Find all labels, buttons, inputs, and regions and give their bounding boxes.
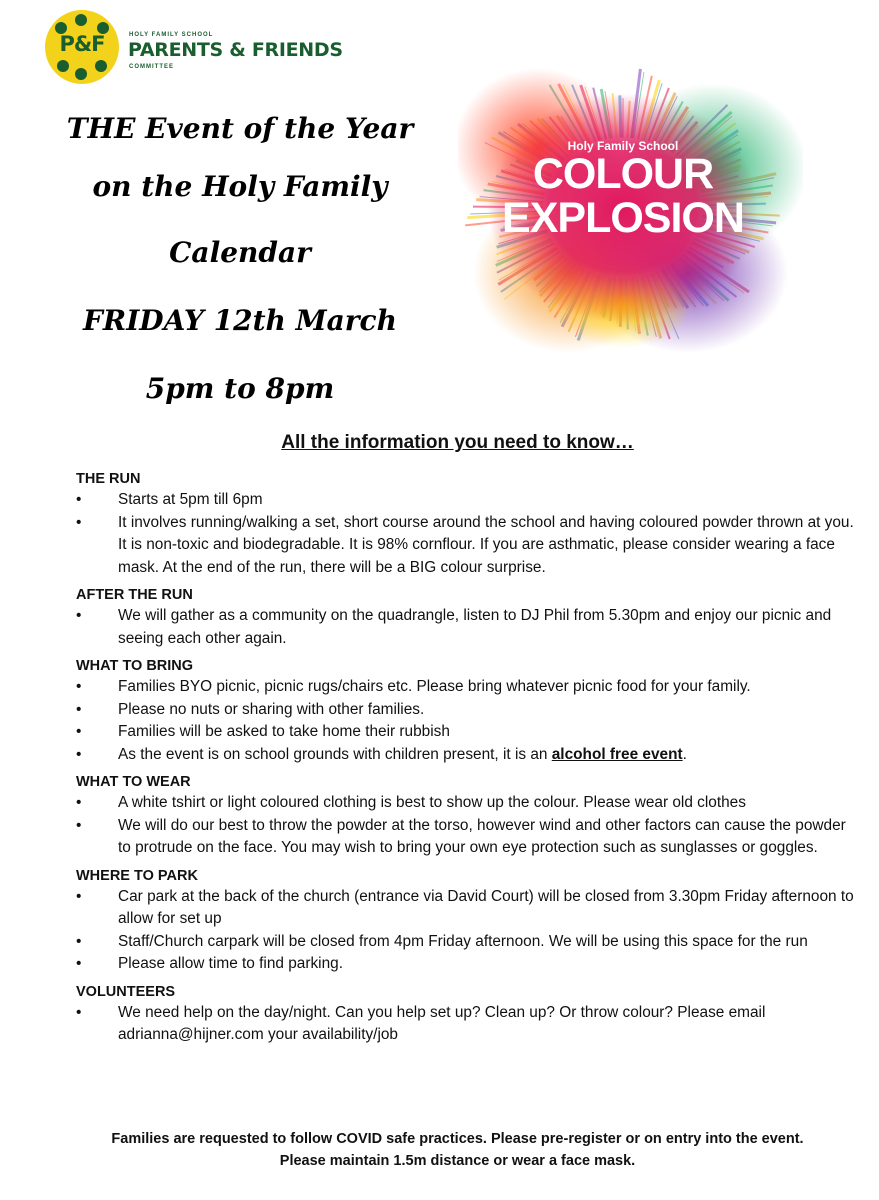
- where-to-park-list: [76, 886, 856, 976]
- headline-line-3: Calendar: [169, 236, 311, 269]
- alcohol-text-suffix: .: [682, 745, 687, 763]
- headline-line-2: on the Holy Family: [92, 170, 388, 203]
- event-headline: [55, 104, 425, 424]
- logo-committee: COMMITTEE: [129, 64, 174, 70]
- footer-line-2: Please maintain 1.5m distance or wear a face mask.: [279, 1153, 636, 1169]
- graphic-school-name: Holy Family School: [567, 139, 679, 153]
- section-title-volunteers: VOLUNTEERS: [76, 983, 176, 1000]
- colour-explosion-graphic: [458, 58, 803, 358]
- list-item: • Starts at 5pm till 6pm: [76, 489, 856, 512]
- section-title-where-to-park: WHERE TO PARK: [76, 867, 198, 884]
- alcohol-free-emphasis: alcohol free event: [551, 745, 683, 763]
- list-item: • Please no nuts or sharing with other families.: [76, 699, 856, 722]
- list-item: • We need help on the day/night. Can you help set up? Clean up? Or throw colour? Please email adrianna@hijner.com your availability/job: [76, 1002, 856, 1047]
- list-item: • We will do our best to throw the powder at the torso, however wind and other factors can cause the powder to protrude on the face. You may wish to bring your own eye protection such as sunglasses or goggles.: [76, 815, 856, 860]
- what-to-wear-list: [76, 792, 856, 860]
- list-item: • It involves running/walking a set, short course around the school and having coloured powder thrown at you. It is non-toxic and biodegradable. It is 98% cornflour. If you are asthmatic, please consider wearing a face mask. At the end of the run, there will be a BIG colour surprise.: [76, 512, 856, 580]
- alcohol-text-prefix: As the event is on school grounds with children present, it is an: [118, 745, 552, 763]
- list-item: • We will gather as a community on the quadrangle, listen to DJ Phil from 5.30pm and enjoy our picnic and seeing each other again.: [76, 605, 856, 650]
- pf-badge-icon: [45, 10, 119, 84]
- graphic-title-explosion: EXPLOSION: [502, 194, 744, 242]
- logo-title: PARENTS & FRIENDS: [128, 39, 343, 61]
- list-item-alcohol: [76, 744, 856, 767]
- section-title-after-run: AFTER THE RUN: [76, 587, 193, 603]
- what-to-bring-list: [76, 676, 856, 766]
- section-title-what-to-bring: WHAT TO BRING: [76, 658, 194, 674]
- headline-line-1: THE Event of the Year: [66, 112, 414, 145]
- section-title-what-to-wear: WHAT TO WEAR: [76, 774, 191, 790]
- list-item: • A white tshirt or light coloured clothing is best to show up the colour. Please wear old clothes: [76, 792, 856, 815]
- footer-line-1: Families are requested to follow COVID safe practices. Please pre-register or on entry into the event.: [111, 1131, 804, 1147]
- pf-logo: [45, 10, 345, 85]
- list-item: • Families will be asked to take home their rubbish: [76, 721, 856, 744]
- list-item: • Families BYO picnic, picnic rugs/chairs etc. Please bring whatever picnic food for your family.: [76, 676, 856, 699]
- logo-school-name: HOLY FAMILY SCHOOL: [129, 32, 214, 38]
- volunteers-list: [76, 1002, 856, 1047]
- after-run-list: [76, 605, 856, 650]
- covid-footer: [0, 1128, 879, 1172]
- list-item: • Staff/Church carpark will be closed from 4pm Friday afternoon. We will be using this space for the run: [76, 931, 856, 954]
- headline-line-4: FRIDAY 12th March: [83, 304, 397, 337]
- headline-line-5: 5pm to 8pm: [145, 372, 335, 405]
- info-heading: All the information you need to know…: [281, 432, 634, 453]
- section-title-run: THE RUN: [76, 471, 141, 487]
- info-content: [76, 470, 856, 1047]
- pf-badge-text: P&F: [59, 32, 105, 56]
- run-list: [76, 489, 856, 579]
- graphic-title-colour: COLOUR: [532, 150, 714, 198]
- list-item: • Car park at the back of the church (entrance via David Court) will be closed from 3.30pm Friday afternoon to allow for set up: [76, 886, 856, 931]
- list-item: • Please allow time to find parking.: [76, 953, 856, 976]
